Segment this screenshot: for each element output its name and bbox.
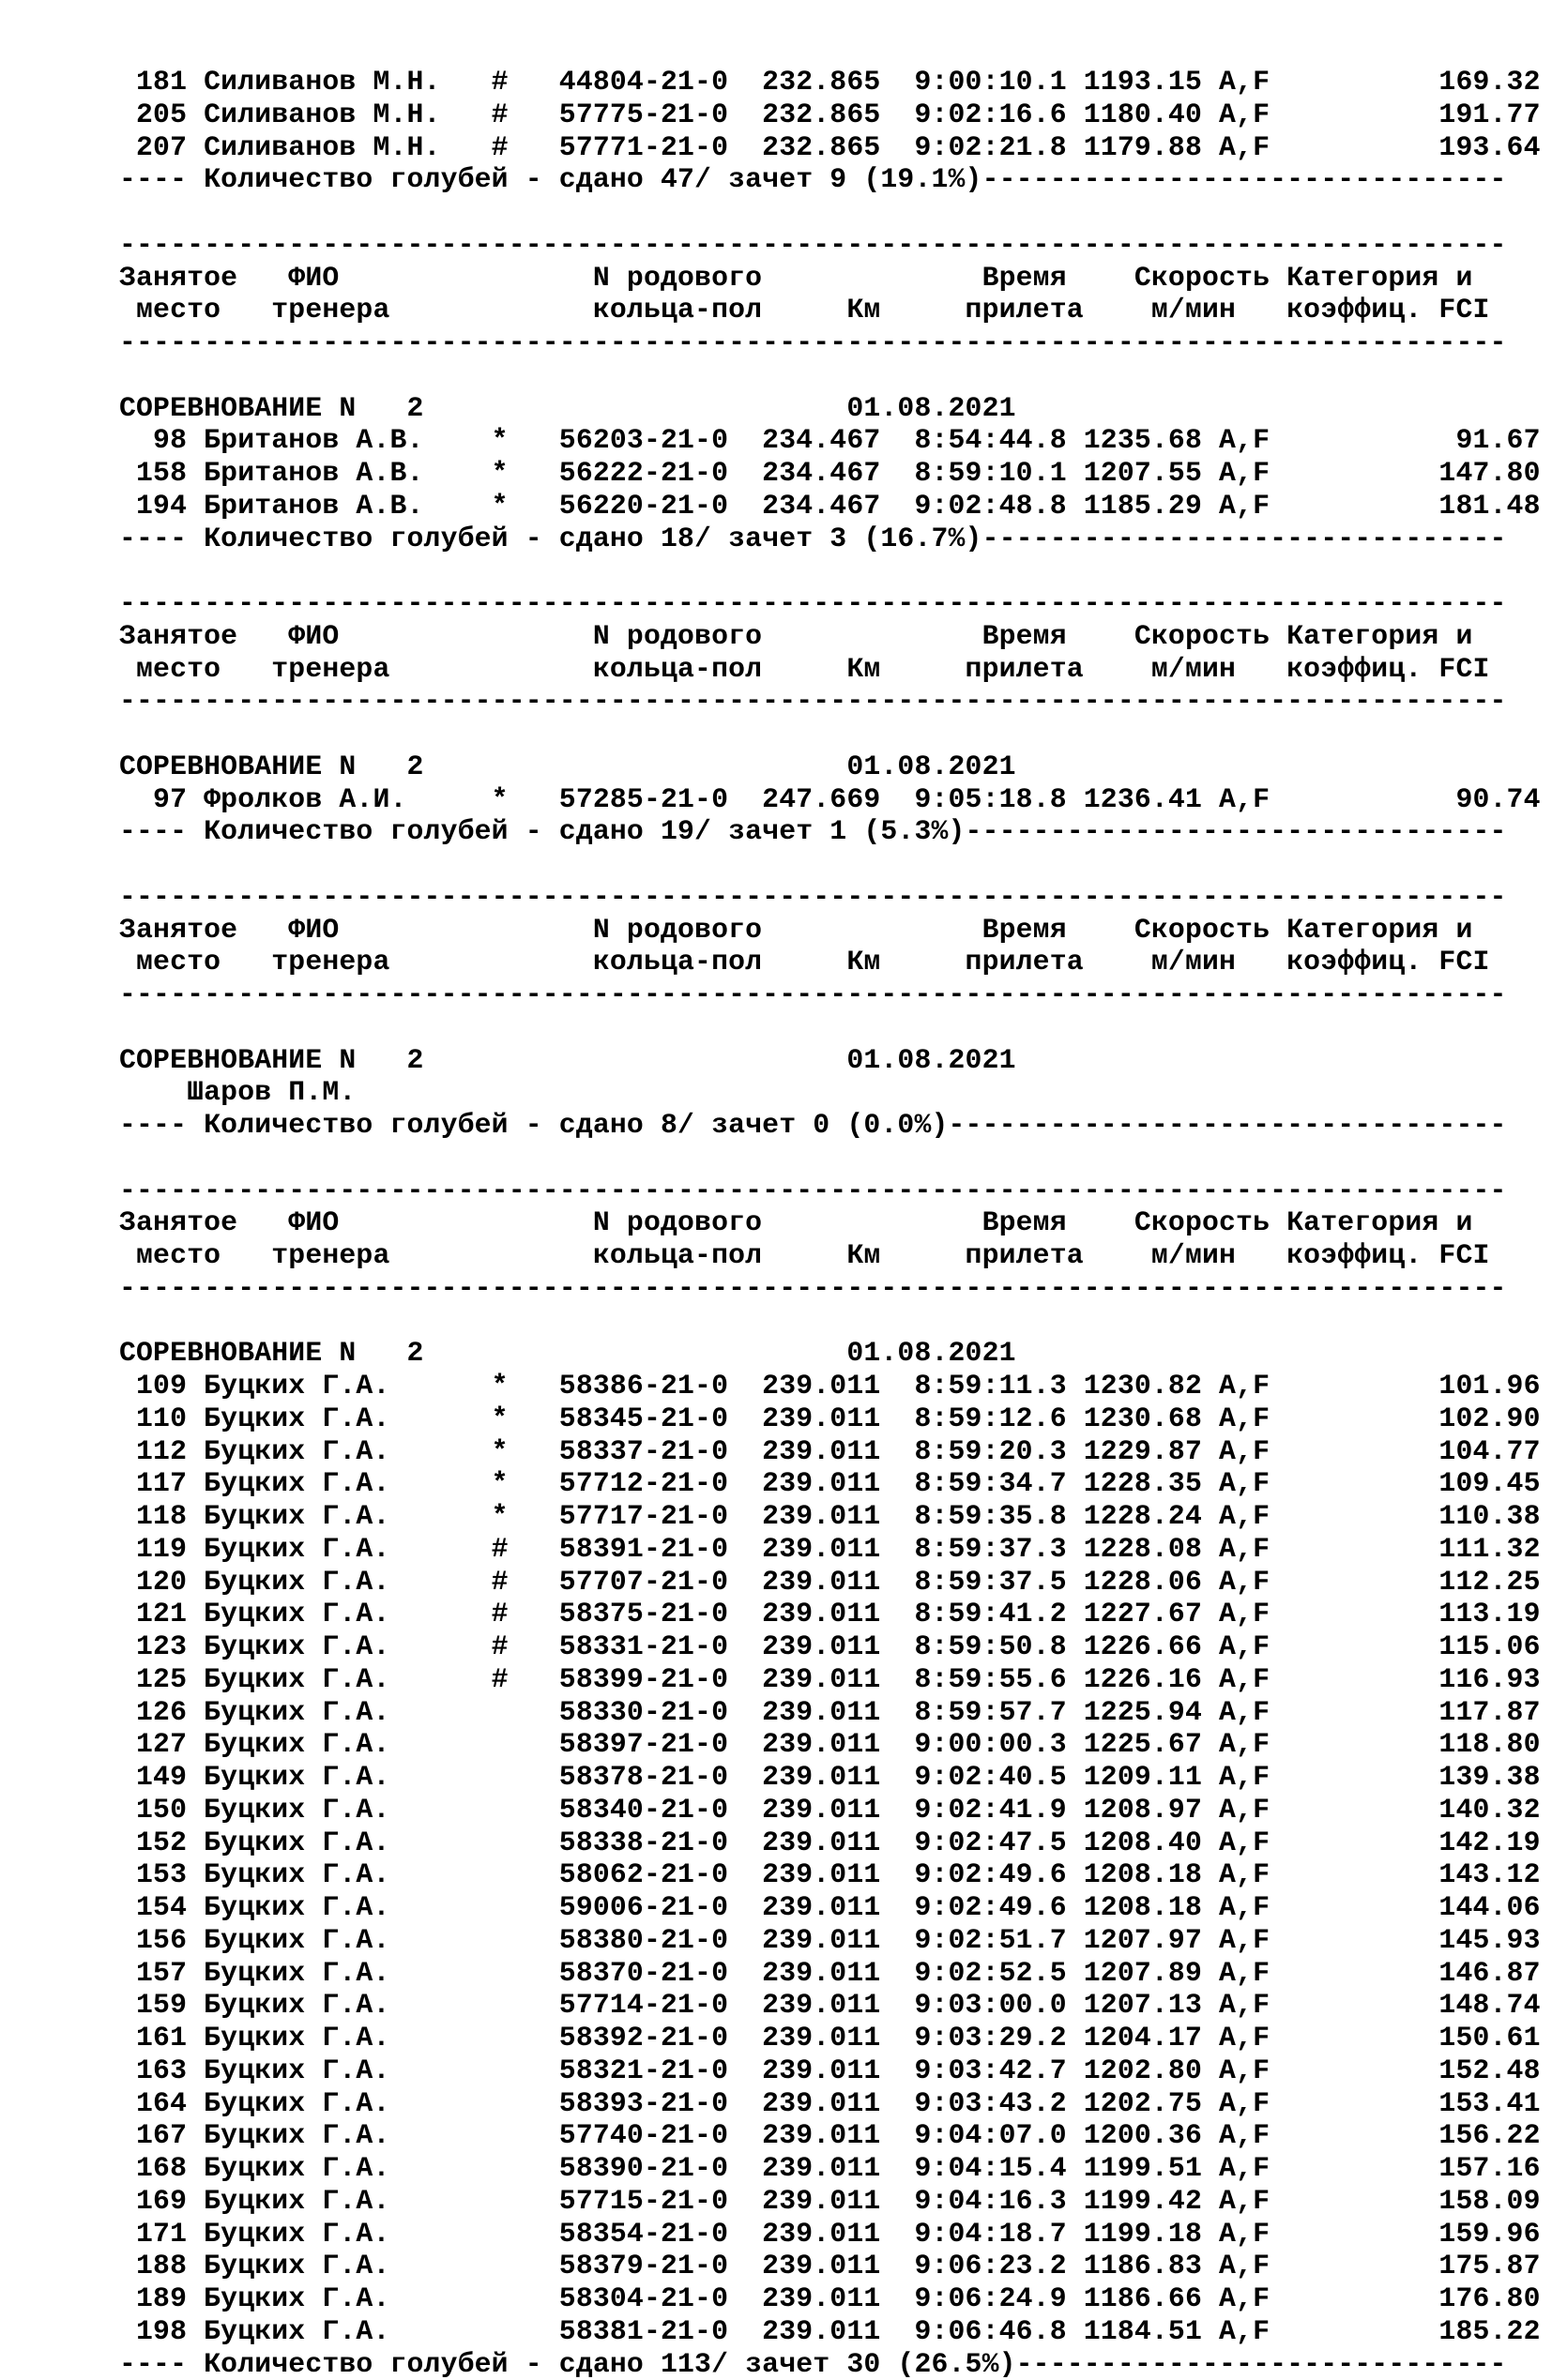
result-row: 194 Британов А.В. * 56220-21-0 234.467 9:02:48.8 1185.29 A,F 181.48	[119, 490, 1527, 523]
blank-line	[119, 848, 1527, 881]
column-header-line-1: Занятое ФИО N родового Время Скорость Категория и	[119, 1206, 1527, 1239]
result-row: 158 Британов А.В. * 56222-21-0 234.467 8:59:10.1 1207.55 A,F 147.80	[119, 457, 1527, 490]
result-row: 171 Буцких Г.А. 58354-21-0 239.011 9:04:18.7 1199.18 A,F 159.96	[119, 2218, 1527, 2251]
column-header-line-2: место тренера кольца-пол Км прилета м/мин коэффиц. FCI	[119, 653, 1527, 686]
divider-line: ----------------------------------------------------------------------------------	[119, 326, 1527, 359]
blank-line	[119, 1305, 1527, 1338]
result-row: 161 Буцких Г.А. 58392-21-0 239.011 9:03:29.2 1204.17 A,F 150.61	[119, 2022, 1527, 2054]
result-row: 189 Буцких Г.А. 58304-21-0 239.011 9:06:24.9 1186.66 A,F 176.80	[119, 2282, 1527, 2315]
block-summary: ---- Количество голубей - сдано 113/ зачет 30 (26.5%)-----------------------------	[119, 2348, 1527, 2380]
result-row: 207 Силиванов М.Н. # 57771-21-0 232.865 9:02:21.8 1179.88 A,F 193.64	[119, 131, 1527, 164]
result-row: 109 Буцких Г.А. * 58386-21-0 239.011 8:59:11.3 1230.82 A,F 101.96	[119, 1370, 1527, 1402]
result-row: 125 Буцких Г.А. # 58399-21-0 239.011 8:59:55.6 1226.16 A,F 116.93	[119, 1663, 1527, 1696]
result-row: 154 Буцких Г.А. 59006-21-0 239.011 9:02:49.6 1208.18 A,F 144.06	[119, 1891, 1527, 1924]
column-header-line-2: место тренера кольца-пол Км прилета м/мин коэффиц. FCI	[119, 946, 1527, 978]
blank-line	[119, 196, 1527, 229]
divider-line: ----------------------------------------------------------------------------------	[119, 978, 1527, 1011]
divider-line: ----------------------------------------------------------------------------------	[119, 587, 1527, 620]
block-summary: ---- Количество голубей - сдано 18/ зачет 3 (16.7%)-------------------------------	[119, 523, 1527, 555]
result-row: 152 Буцких Г.А. 58338-21-0 239.011 9:02:47.5 1208.40 A,F 142.19	[119, 1827, 1527, 1859]
result-row: 159 Буцких Г.А. 57714-21-0 239.011 9:03:00.0 1207.13 A,F 148.74	[119, 1989, 1527, 2022]
result-row: 153 Буцких Г.А. 58062-21-0 239.011 9:02:49.6 1208.18 A,F 143.12	[119, 1858, 1527, 1891]
result-row: 110 Буцких Г.А. * 58345-21-0 239.011 8:59:12.6 1230.68 A,F 102.90	[119, 1402, 1527, 1435]
result-row: 164 Буцких Г.А. 58393-21-0 239.011 9:03:43.2 1202.75 A,F 153.41	[119, 2087, 1527, 2120]
result-row: 120 Буцких Г.А. # 57707-21-0 239.011 8:59:37.5 1228.06 A,F 112.25	[119, 1566, 1527, 1599]
result-row: 118 Буцких Г.А. * 57717-21-0 239.011 8:59:35.8 1228.24 A,F 110.38	[119, 1500, 1527, 1533]
block-summary: ---- Количество голубей - сдано 19/ зачет 1 (5.3%)--------------------------------	[119, 815, 1527, 848]
column-header-line-2: место тренера кольца-пол Км прилета м/мин коэффиц. FCI	[119, 1239, 1527, 1272]
result-row: 150 Буцких Г.А. 58340-21-0 239.011 9:02:41.9 1208.97 A,F 140.32	[119, 1794, 1527, 1827]
result-row: 149 Буцких Г.А. 58378-21-0 239.011 9:02:40.5 1209.11 A,F 139.38	[119, 1761, 1527, 1794]
competition-title: СОРЕВНОВАНИЕ N 2 01.08.2021	[119, 1337, 1527, 1370]
column-header-line-1: Занятое ФИО N родового Время Скорость Категория и	[119, 620, 1527, 653]
result-row: 188 Буцких Г.А. 58379-21-0 239.011 9:06:23.2 1186.83 A,F 175.87	[119, 2250, 1527, 2282]
result-row: 97 Фролков А.И. * 57285-21-0 247.669 9:05:18.8 1236.41 A,F 90.74	[119, 783, 1527, 816]
result-row: 163 Буцких Г.А. 58321-21-0 239.011 9:03:42.7 1202.80 A,F 152.48	[119, 2054, 1527, 2087]
result-row: 205 Силиванов М.Н. # 57775-21-0 232.865 9:02:16.6 1180.40 A,F 191.77	[119, 99, 1527, 131]
blank-line	[119, 718, 1527, 750]
result-row: 167 Буцких Г.А. 57740-21-0 239.011 9:04:07.0 1200.36 A,F 156.22	[119, 2119, 1527, 2152]
result-row: 157 Буцких Г.А. 58370-21-0 239.011 9:02:52.5 1207.89 A,F 146.87	[119, 1957, 1527, 1990]
result-row: 181 Силиванов М.Н. # 44804-21-0 232.865 9:00:10.1 1193.15 A,F 169.32	[119, 66, 1527, 99]
divider-line: ----------------------------------------------------------------------------------	[119, 1272, 1527, 1305]
divider-line: ----------------------------------------------------------------------------------	[119, 881, 1527, 914]
column-header-line-1: Занятое ФИО N родового Время Скорость Категория и	[119, 262, 1527, 295]
column-header-line-2: место тренера кольца-пол Км прилета м/мин коэффиц. FCI	[119, 294, 1527, 326]
result-row: 119 Буцких Г.А. # 58391-21-0 239.011 8:59:37.3 1228.08 A,F 111.32	[119, 1533, 1527, 1566]
divider-line: ----------------------------------------------------------------------------------	[119, 1175, 1527, 1207]
trainer-name: Шаров П.М.	[119, 1076, 1527, 1109]
blank-line	[119, 1142, 1527, 1175]
blank-line	[119, 554, 1527, 587]
results-report	[119, 66, 1527, 2380]
block-summary: ---- Количество голубей - сдано 8/ зачет 0 (0.0%)---------------------------------	[119, 1109, 1527, 1142]
result-row: 156 Буцких Г.А. 58380-21-0 239.011 9:02:51.7 1207.97 A,F 145.93	[119, 1924, 1527, 1957]
result-row: 169 Буцких Г.А. 57715-21-0 239.011 9:04:16.3 1199.42 A,F 158.09	[119, 2185, 1527, 2218]
block-summary: ---- Количество голубей - сдано 47/ зачет 9 (19.1%)-------------------------------	[119, 163, 1527, 196]
competition-title: СОРЕВНОВАНИЕ N 2 01.08.2021	[119, 392, 1527, 425]
result-row: 198 Буцких Г.А. 58381-21-0 239.011 9:06:46.8 1184.51 A,F 185.22	[119, 2315, 1527, 2348]
competition-title: СОРЕВНОВАНИЕ N 2 01.08.2021	[119, 1044, 1527, 1077]
result-row: 126 Буцких Г.А. 58330-21-0 239.011 8:59:57.7 1225.94 A,F 117.87	[119, 1696, 1527, 1729]
column-header-line-1: Занятое ФИО N родового Время Скорость Категория и	[119, 914, 1527, 947]
competition-title: СОРЕВНОВАНИЕ N 2 01.08.2021	[119, 750, 1527, 783]
result-row: 127 Буцких Г.А. 58397-21-0 239.011 9:00:00.3 1225.67 A,F 118.80	[119, 1728, 1527, 1761]
result-row: 98 Британов А.В. * 56203-21-0 234.467 8:54:44.8 1235.68 A,F 91.67	[119, 424, 1527, 457]
result-row: 112 Буцких Г.А. * 58337-21-0 239.011 8:59:20.3 1229.87 A,F 104.77	[119, 1435, 1527, 1468]
result-row: 117 Буцких Г.А. * 57712-21-0 239.011 8:59:34.7 1228.35 A,F 109.45	[119, 1467, 1527, 1500]
result-row: 123 Буцких Г.А. # 58331-21-0 239.011 8:59:50.8 1226.66 A,F 115.06	[119, 1630, 1527, 1663]
result-row: 168 Буцких Г.А. 58390-21-0 239.011 9:04:15.4 1199.51 A,F 157.16	[119, 2152, 1527, 2185]
blank-line	[119, 1011, 1527, 1044]
divider-line: ----------------------------------------------------------------------------------	[119, 229, 1527, 262]
result-row: 121 Буцких Г.А. # 58375-21-0 239.011 8:59:41.2 1227.67 A,F 113.19	[119, 1598, 1527, 1630]
blank-line	[119, 359, 1527, 392]
divider-line: ----------------------------------------------------------------------------------	[119, 685, 1527, 718]
